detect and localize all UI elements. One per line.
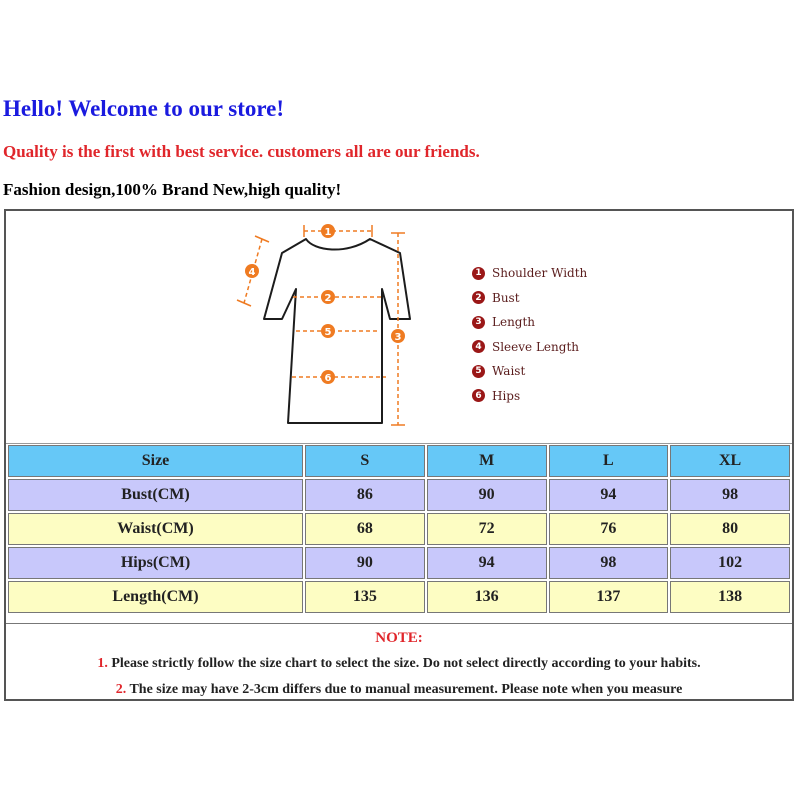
note-text: The size may have 2-3cm differs due to manual measurement. Please note when you measure [129, 682, 683, 697]
table-cell: 86 [305, 479, 425, 511]
size-chart-frame [4, 209, 794, 701]
legend-number-icon: 5 [472, 365, 485, 378]
legend-number-icon: 4 [472, 340, 485, 353]
table-cell: 94 [427, 547, 547, 579]
svg-text:2: 2 [324, 293, 332, 304]
row-label: Bust(CM) [8, 479, 303, 511]
notes-section [6, 623, 792, 700]
svg-text:4: 4 [248, 267, 256, 278]
svg-text:1: 1 [324, 227, 332, 238]
table-cell: 80 [670, 513, 790, 545]
dress-diagram [6, 211, 792, 444]
legend-label: Waist [492, 364, 526, 379]
table-cell: 136 [427, 581, 547, 613]
note-item-2 [6, 682, 792, 698]
measurement-legend [472, 261, 587, 408]
legend-item-hips [472, 384, 587, 409]
marker-6 [321, 370, 335, 384]
legend-item-waist [472, 359, 587, 384]
legend-label: Hips [492, 388, 521, 403]
table-cell: 68 [305, 513, 425, 545]
product-subtitle: Fashion design,100% Brand New,high quality! [3, 180, 342, 199]
table-row-bust [8, 479, 790, 511]
row-label: Length(CM) [8, 581, 303, 613]
notes-title: NOTE: [375, 630, 423, 646]
legend-item-length [472, 310, 587, 335]
legend-number-icon: 6 [472, 389, 485, 402]
table-cell: 90 [305, 547, 425, 579]
dress-outline [264, 239, 410, 423]
table-header-row [8, 445, 790, 477]
svg-text:3: 3 [394, 332, 402, 343]
table-cell: 138 [670, 581, 790, 613]
table-cell: 98 [549, 547, 669, 579]
note-number: 1. [97, 656, 108, 671]
header-cell-s: S [305, 445, 425, 477]
table-cell: 72 [427, 513, 547, 545]
legend-item-sleeve-length [472, 335, 587, 360]
legend-item-bust [472, 286, 587, 311]
table-row-waist [8, 513, 790, 545]
welcome-heading: Hello! Welcome to our store! [3, 96, 285, 121]
size-table [6, 443, 792, 615]
marker-2 [321, 290, 335, 304]
legend-item-shoulder-width [472, 261, 587, 286]
legend-label: Shoulder Width [492, 266, 588, 281]
header-cell-l: L [549, 445, 669, 477]
table-cell: 94 [549, 479, 669, 511]
marker-3 [391, 329, 405, 343]
table-row-hips [8, 547, 790, 579]
header-cell-m: M [427, 445, 547, 477]
legend-label: Sleeve Length [492, 339, 579, 354]
marker-5 [321, 324, 335, 338]
header-cell-size: Size [8, 445, 303, 477]
table-cell: 137 [549, 581, 669, 613]
note-number: 2. [115, 682, 127, 697]
table-cell: 135 [305, 581, 425, 613]
legend-number-icon: 3 [472, 316, 485, 329]
marker-1 [321, 224, 335, 238]
legend-label: Length [492, 315, 536, 330]
table-cell: 76 [549, 513, 669, 545]
note-text: Please strictly follow the size chart to select the size. Do not select directly according to your habits. [111, 656, 701, 671]
marker-4 [245, 264, 259, 278]
legend-number-icon: 1 [472, 267, 485, 280]
legend-label: Bust [492, 290, 520, 305]
row-label: Hips(CM) [8, 547, 303, 579]
row-label: Waist(CM) [8, 513, 303, 545]
header-cell-xl: XL [670, 445, 790, 477]
table-cell: 102 [670, 547, 790, 579]
legend-number-icon: 2 [472, 291, 485, 304]
note-item-1 [6, 656, 792, 672]
svg-text:5: 5 [324, 327, 332, 338]
table-row-length [8, 581, 790, 613]
table-cell: 98 [670, 479, 790, 511]
table-cell: 90 [427, 479, 547, 511]
quality-tagline: Quality is the first with best service. customers all are our friends. [3, 142, 480, 161]
dress-illustration [6, 211, 792, 443]
svg-text:6: 6 [324, 373, 332, 384]
